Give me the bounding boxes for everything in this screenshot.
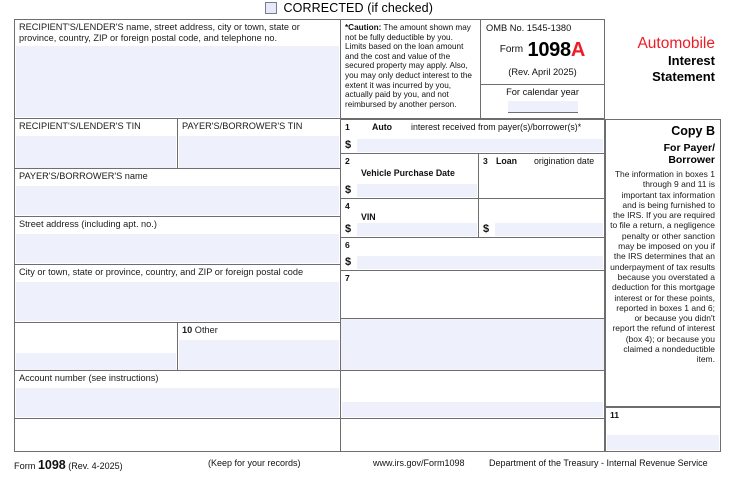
box-1-number: 1 bbox=[345, 122, 350, 132]
corrected-checkbox[interactable] bbox=[265, 2, 277, 14]
form-number: 1098 bbox=[527, 39, 571, 61]
omb-box bbox=[481, 19, 605, 119]
box-1-field[interactable] bbox=[341, 119, 605, 154]
copy-b-panel bbox=[605, 119, 721, 407]
box-1-red-label: Auto bbox=[372, 122, 393, 132]
street-address-field[interactable] bbox=[14, 217, 341, 265]
form-title-line-3: Statement bbox=[652, 69, 715, 84]
form-word: Form bbox=[499, 44, 524, 55]
street-address-value[interactable] bbox=[16, 234, 339, 263]
footer-keep-records: (Keep for your records) bbox=[208, 458, 301, 468]
form-title-line-1: Automobile bbox=[637, 35, 715, 52]
box-6-dollar-sign: $ bbox=[345, 256, 352, 268]
footer-form-word: Form bbox=[14, 461, 36, 471]
box-11-field[interactable] bbox=[605, 407, 721, 452]
calendar-year-box[interactable] bbox=[481, 84, 604, 118]
box-10-text: Other bbox=[194, 325, 218, 335]
footer-form-revision: (Rev. 4-2025) bbox=[68, 461, 123, 471]
recipient-lender-tin-label: RECIPIENT'S/LENDER'S TIN bbox=[19, 121, 141, 131]
account-number-label: Account number (see instructions) bbox=[19, 373, 159, 383]
left-bottom-filler bbox=[14, 419, 341, 452]
box-3-label: origination date bbox=[534, 156, 595, 166]
box-6-field[interactable] bbox=[341, 238, 605, 271]
caution-body: The amount shown may not be fully deductible by you. Limits based on the loan amount and the cost and value of the secured property may apply. Also, you may only deduct interest to the extent it was incurred by you, actually paid by you, and not reimbursed by another person. bbox=[345, 23, 472, 109]
box-9-value[interactable] bbox=[342, 402, 603, 417]
box-11-value[interactable] bbox=[607, 435, 719, 450]
box-7-field[interactable] bbox=[341, 271, 605, 319]
corrected-label: CORRECTED (if checked) bbox=[283, 1, 433, 15]
copy-b-title: Copy B bbox=[671, 124, 715, 138]
blank-left-value[interactable] bbox=[16, 353, 176, 370]
box-4-red-label: VIN bbox=[361, 212, 376, 222]
box-10-value[interactable] bbox=[179, 340, 339, 370]
box-6-value[interactable] bbox=[357, 256, 603, 269]
caution-lead: *Caution: bbox=[345, 23, 382, 32]
box-10-number: 10 bbox=[182, 325, 193, 335]
box-11-number: 11 bbox=[610, 410, 620, 420]
blank-left-field[interactable] bbox=[15, 323, 178, 371]
caution-box bbox=[341, 19, 481, 119]
form-suffix: A bbox=[570, 39, 586, 61]
payer-borrower-tin-value[interactable] bbox=[179, 136, 339, 168]
payer-borrower-name-field[interactable] bbox=[14, 169, 341, 217]
blank-and-box10-row bbox=[14, 323, 341, 371]
box-2-value[interactable] bbox=[357, 184, 477, 197]
box-2-red-label: Vehicle Purchase Date bbox=[361, 168, 455, 178]
box-2-field[interactable] bbox=[341, 154, 479, 199]
middle-bottom-filler bbox=[341, 419, 605, 452]
box-3-value[interactable] bbox=[480, 184, 603, 197]
footer-url[interactable]: www.irs.gov/Form1098 bbox=[373, 458, 465, 468]
box-5-field[interactable] bbox=[479, 199, 605, 238]
recipient-lender-name-address-field[interactable] bbox=[14, 19, 341, 119]
footer-form-identifier bbox=[14, 458, 123, 472]
box-5-value[interactable] bbox=[495, 223, 603, 236]
copy-b-body-text: The information in boxes 1 through 9 and 11 is important tax information and is being furnished to the IRS. If you are required to file a return, a negligence penalty or other sanction may be imposed on you if the IRS determines that an underpayment of tax results because you overstated a deduction for this mortgage interest or for these points, reported in boxes 1 and 6; or because you didn't report the refund of interest (box 4); or because you claimed a nondeductible item. bbox=[610, 169, 715, 365]
box-1-dollar-sign: $ bbox=[345, 139, 352, 151]
footer-form-number: 1098 bbox=[37, 458, 66, 472]
box-10-other-field[interactable] bbox=[178, 323, 340, 371]
box-4-field[interactable] bbox=[341, 199, 479, 238]
box-9-field[interactable] bbox=[341, 371, 605, 419]
box-10-label bbox=[178, 323, 340, 336]
tin-row bbox=[14, 119, 341, 169]
payer-borrower-name-value[interactable] bbox=[16, 186, 339, 215]
caution-text bbox=[341, 20, 480, 109]
footer-agency: Department of the Treasury - Internal Revenue Service bbox=[489, 458, 708, 468]
box-7-number: 7 bbox=[345, 273, 350, 283]
box-8-field[interactable] bbox=[341, 319, 605, 371]
form-title-block bbox=[605, 19, 721, 119]
copy-b-subtitle-2: Borrower bbox=[668, 154, 715, 166]
form-footer bbox=[14, 455, 721, 473]
form-title-line-2: Interest bbox=[668, 53, 715, 68]
recipient-lender-name-address-label: RECIPIENT'S/LENDER'S name, street address, city or town, state or province, country, ZIP or foreign postal code, and telephone no. bbox=[19, 22, 300, 43]
box-5-dollar-sign: $ bbox=[483, 223, 490, 235]
box-6-number: 6 bbox=[345, 240, 350, 250]
box-3-red-label: Loan bbox=[496, 156, 518, 166]
payer-borrower-name-label: PAYER'S/BORROWER'S name bbox=[19, 171, 148, 181]
copy-b-subtitle-1: For Payer/ bbox=[663, 142, 715, 154]
omb-number: OMB No. 1545-1380 bbox=[486, 23, 572, 33]
box-1-value[interactable] bbox=[357, 139, 603, 152]
box-3-number: 3 bbox=[483, 156, 488, 166]
city-state-zip-label: City or town, state or province, country, and ZIP or foreign postal code bbox=[19, 267, 304, 277]
box-4-number: 4 bbox=[345, 201, 350, 211]
box-4-value[interactable] bbox=[357, 223, 477, 236]
calendar-year-value[interactable] bbox=[508, 101, 578, 113]
payer-borrower-tin-label: PAYER'S/BORROWER'S TIN bbox=[182, 121, 303, 131]
box-1-label: interest received from payer(s)/borrower(s)* bbox=[411, 122, 582, 132]
corrected-checkbox-group[interactable] bbox=[265, 1, 433, 15]
box-3-field[interactable] bbox=[479, 154, 605, 199]
box-2-number: 2 bbox=[345, 156, 350, 166]
box-7-value[interactable] bbox=[342, 303, 603, 317]
recipient-lender-tin-value[interactable] bbox=[16, 136, 176, 168]
account-number-field[interactable] bbox=[14, 371, 341, 419]
street-address-label: Street address (including apt. no.) bbox=[19, 219, 157, 229]
account-number-value[interactable] bbox=[16, 388, 339, 417]
recipient-lender-name-address-value[interactable] bbox=[16, 46, 339, 117]
box-4-dollar-sign: $ bbox=[345, 223, 352, 235]
payer-borrower-tin-field[interactable] bbox=[178, 119, 340, 169]
city-state-zip-field[interactable] bbox=[14, 265, 341, 323]
box-2-dollar-sign: $ bbox=[345, 184, 352, 196]
form-grid bbox=[14, 19, 721, 452]
calendar-year-label: For calendar year bbox=[506, 87, 579, 97]
city-state-zip-value[interactable] bbox=[16, 282, 339, 321]
recipient-lender-tin-field[interactable] bbox=[15, 119, 178, 169]
form-revision: (Rev. April 2025) bbox=[508, 67, 577, 77]
corrected-row bbox=[0, 0, 735, 19]
form-identifier bbox=[481, 39, 604, 62]
